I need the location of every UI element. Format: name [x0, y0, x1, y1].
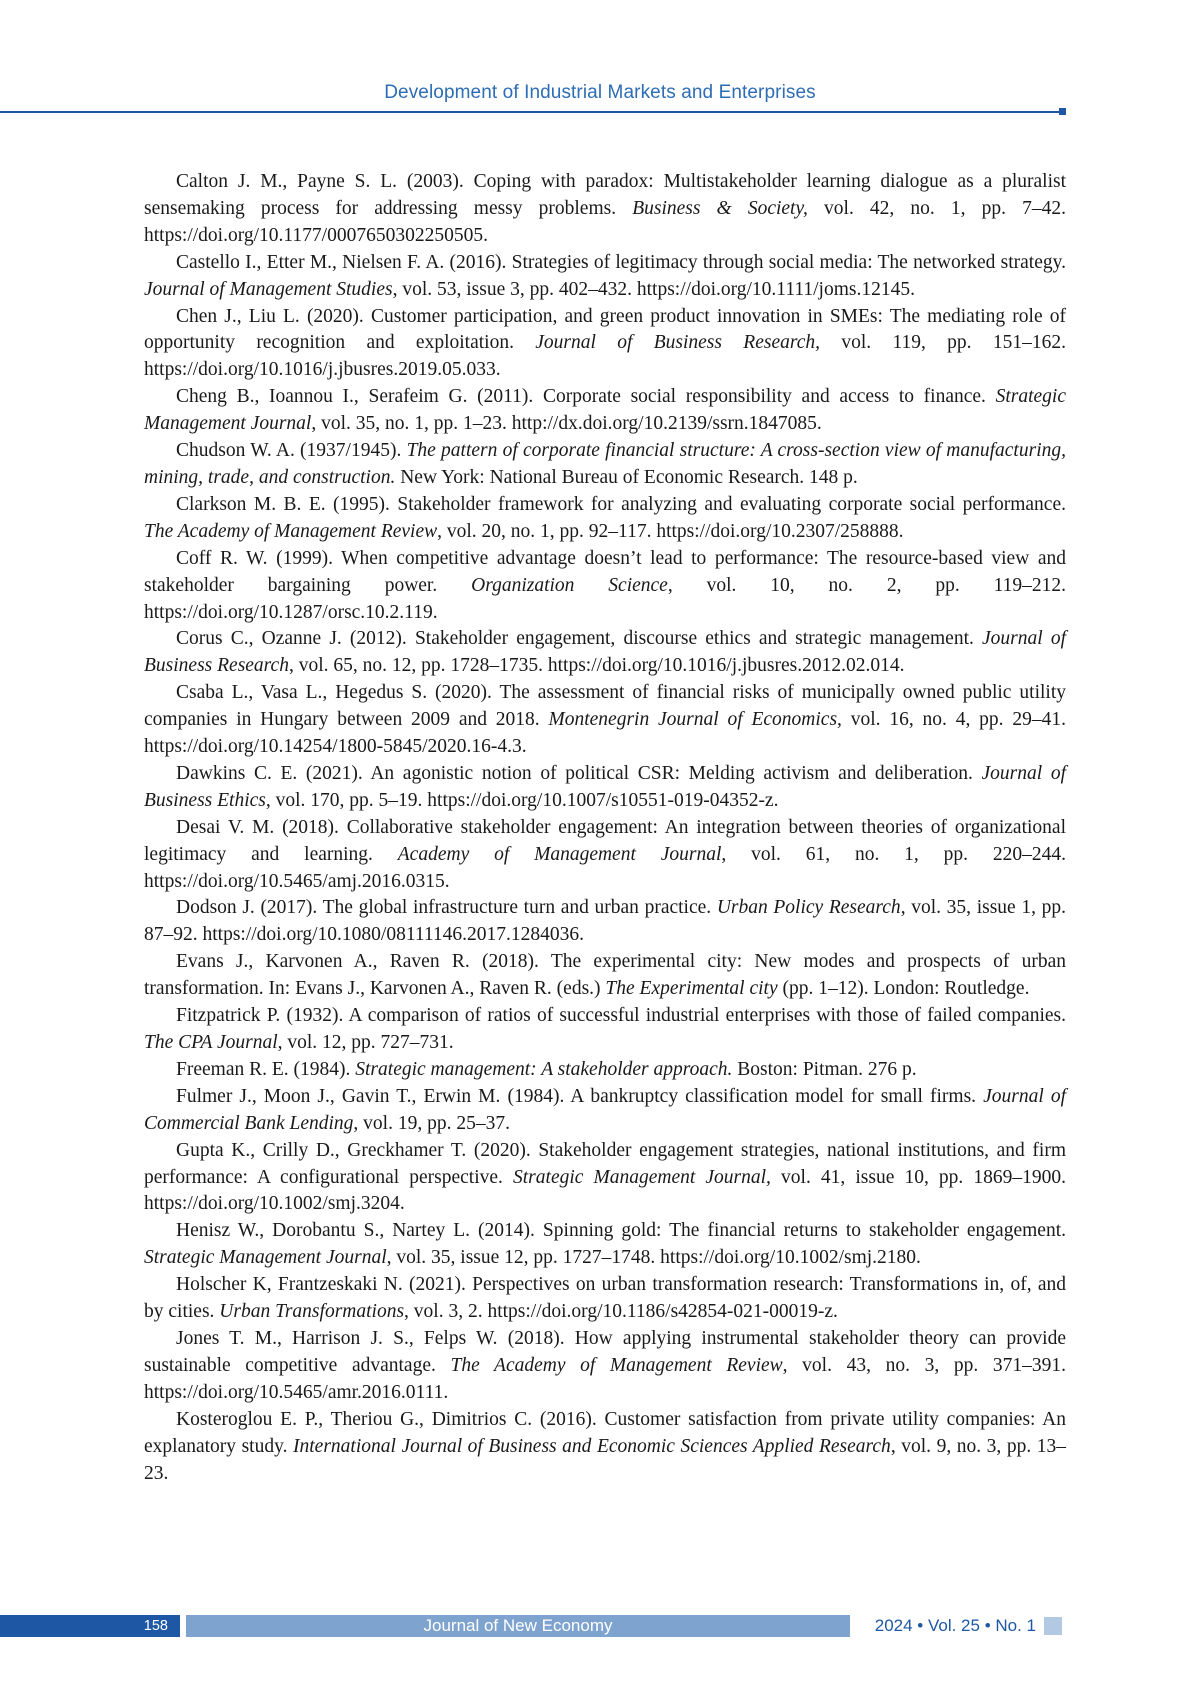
- reference-entry: Evans J., Karvonen A., Raven R. (2018). The experimental city: New modes and prospects of urban transformation. In: Evans J., Karvonen A., Raven R. (eds.) The Experimental city (pp. 1–12). London: Routledge.: [144, 949, 1066, 1003]
- reference-entry: Castello I., Etter M., Nielsen F. A. (2016). Strategies of legitimacy through social media: The networked strategy. Journal of Management Studies, vol. 53, issue 3, pp. 402–432. https://doi.org/10.1111/joms.12145.: [144, 250, 1066, 304]
- reference-entry: Cheng B., Ioannou I., Serafeim G. (2011). Corporate social responsibility and access to finance. Strategic Management Journal, vol. 35, no. 1, pp. 1–23. http://dx.doi.org/10.2139/ssrn.1847085.: [144, 384, 1066, 438]
- reference-entry: Chudson W. A. (1937/1945). The pattern of corporate financial structure: A cross-section view of manufacturing, mining, trade, and construction. New York: National Bureau of Economic Research. 148 p.: [144, 438, 1066, 492]
- reference-entry: Calton J. M., Payne S. L. (2003). Coping with paradox: Multistakeholder learning dialogue as a pluralist sensemaking process for addressing messy problems. Business & Society, vol. 42, no. 1, pp. 7–42. https://doi.org/10.1177/0007650302250505.: [144, 169, 1066, 250]
- reference-entry: Kosteroglou E. P., Theriou G., Dimitrios C. (2016). Customer satisfaction from private utility companies: An explanatory study. International Journal of Business and Economic Sciences Applied Research, vol. 9, no. 3, pp. 13–23.: [144, 1407, 1066, 1488]
- header-rule-end-square: [1059, 108, 1066, 115]
- reference-entry: Fulmer J., Moon J., Gavin T., Erwin M. (1984). A bankruptcy classification model for small firms. Journal of Commercial Bank Lending, vol. 19, pp. 25–37.: [144, 1084, 1066, 1138]
- reference-entry: Dodson J. (2017). The global infrastructure turn and urban practice. Urban Policy Research, vol. 35, issue 1, pp. 87–92. https://doi.org/10.1080/08111146.2017.1284036.: [144, 895, 1066, 949]
- reference-entry: Chen J., Liu L. (2020). Customer participation, and green product innovation in SMEs: The mediating role of opportunity recognition and exploitation. Journal of Business Research, vol. 119, pp. 151–162. https://doi.org/10.1016/j.jbusres.2019.05.033.: [144, 304, 1066, 385]
- page-number: 158: [0, 1615, 180, 1637]
- issue-info: 2024 • Vol. 25 • No. 1: [858, 1615, 1036, 1637]
- journal-name: Journal of New Economy: [186, 1615, 850, 1637]
- page-footer: [0, 1615, 1200, 1637]
- reference-entry: Desai V. M. (2018). Collaborative stakeholder engagement: An integration between theories of organizational legitimacy and learning. Academy of Management Journal, vol. 61, no. 1, pp. 220–244. https://doi.org/10.5465/amj.2016.0315.: [144, 815, 1066, 896]
- reference-entry: Gupta K., Crilly D., Greckhamer T. (2020). Stakeholder engagement strategies, national institutions, and firm performance: A configurational perspective. Strategic Management Journal, vol. 41, issue 10, pp. 1869–1900. https://doi.org/10.1002/smj.3204.: [144, 1138, 1066, 1219]
- running-head-title: Development of Industrial Markets and Enterprises: [0, 82, 1200, 104]
- header-rule: [0, 111, 1062, 113]
- reference-entry: Henisz W., Dorobantu S., Nartey L. (2014). Spinning gold: The financial returns to stakeholder engagement. Strategic Management Journal, vol. 35, issue 12, pp. 1727–1748. https://doi.org/10.1002/smj.2180.: [144, 1218, 1066, 1272]
- reference-entry: Fitzpatrick P. (1932). A comparison of ratios of successful industrial enterprises with those of failed companies. The CPA Journal, vol. 12, pp. 727–731.: [144, 1003, 1066, 1057]
- reference-entry: Csaba L., Vasa L., Hegedus S. (2020). The assessment of financial risks of municipally owned public utility companies in Hungary between 2009 and 2018. Montenegrin Journal of Economics, vol. 16, no. 4, pp. 29–41. https://doi.org/10.14254/1800-5845/2020.16-4.3.: [144, 680, 1066, 761]
- reference-entry: Clarkson M. B. E. (1995). Stakeholder framework for analyzing and evaluating corporate social performance. The Academy of Management Review, vol. 20, no. 1, pp. 92–117. https://doi.org/10.2307/258888.: [144, 492, 1066, 546]
- footer-square-ornament: [1044, 1617, 1062, 1635]
- reference-entry: Corus C., Ozanne J. (2012). Stakeholder engagement, discourse ethics and strategic management. Journal of Business Research, vol. 65, no. 12, pp. 1728–1735. https://doi.org/10.1016/j.jbusres.2012.02.014.: [144, 626, 1066, 680]
- reference-entry: Dawkins C. E. (2021). An agonistic notion of political CSR: Melding activism and deliberation. Journal of Business Ethics, vol. 170, pp. 5–19. https://doi.org/10.1007/s10551-019-04352-z.: [144, 761, 1066, 815]
- reference-entry: Freeman R. E. (1984). Strategic management: A stakeholder approach. Boston: Pitman. 276 p.: [144, 1057, 1066, 1084]
- reference-list: [144, 169, 1066, 1487]
- reference-entry: Holscher K, Frantzeskaki N. (2021). Perspectives on urban transformation research: Transformations in, of, and by cities. Urban Transformations, vol. 3, 2. https://doi.org/10.1186/s42854-021-00019-z.: [144, 1272, 1066, 1326]
- reference-entry: Jones T. M., Harrison J. S., Felps W. (2018). How applying instrumental stakeholder theory can provide sustainable competitive advantage. The Academy of Management Review, vol. 43, no. 3, pp. 371–391. https://doi.org/10.5465/amr.2016.0111.: [144, 1326, 1066, 1407]
- reference-entry: Coff R. W. (1999). When competitive advantage doesn’t lead to performance: The resource-based view and stakeholder bargaining power. Organization Science, vol. 10, no. 2, pp. 119–212. https://doi.org/10.1287/orsc.10.2.119.: [144, 546, 1066, 627]
